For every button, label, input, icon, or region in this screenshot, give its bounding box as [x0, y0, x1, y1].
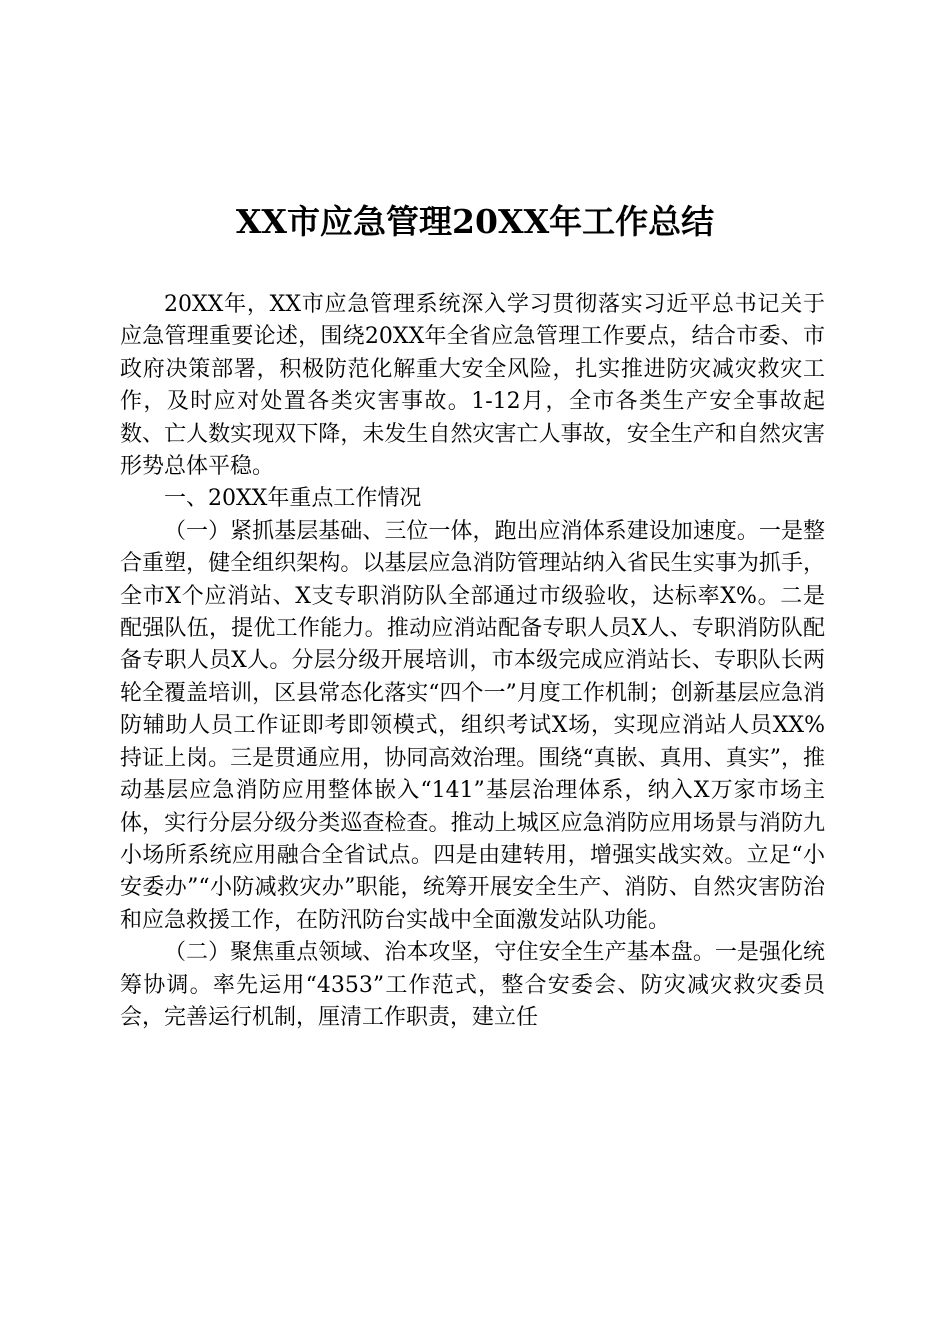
intro-paragraph: 20XX年，XX市应急管理系统深入学习贯彻落实习近平总书记关于应急管理重要论述，围绕20XX年全省应急管理工作要点，结合市委、市政府决策部署，积极防范化解重大安全风险，扎实推进防灾减灾救灾工作，及时应对处置各类灾害事故。1-12月，全市各类生产安全事故起数、亡人数实现双下降，未发生自然灾害亡人事故，安全生产和自然灾害形势总体平稳。 — [120, 292, 825, 480]
body-paragraph: （一）紧抓基层基础、三位一体，跑出应消体系建设加速度。一是整合重塑，健全组织架构。以基层应急消防管理站纳入省民生实事为抓手，全市X个应消站、X支专职消防队全部通过市级验收，达标率X%。二是配强队伍，提优工作能力。推动应消站配备专职人员X人、专职消防队配备专职人员X人。分层分级开展培训，市本级完成应消站长、专职队长两轮全覆盖培训，区县常态化落实“四个一”月度工作机制；创新基层应急消防辅助人员工作证即考即领模式，组织考试X场，实现应消站人员XX%持证上岗。三是贯通应用，协同高效治理。围绕“真嵌、真用、真实”，推动基层应急消防应用整体嵌入“141”基层治理体系，纳入X万家市场主体，实行分层分级分类巡查检查。推动上城区应急消防应用场景与消防九小场所系统应用融合全省试点。四是由建转用，增强实战实效。立足“小安委办”“小防减救灾办”职能，统筹开展安全生产、消防、自然灾害防治和应急救援工作，在防汛防台实战中全面激发站队功能。 — [120, 518, 825, 933]
document-title: XX市应急管理20XX年工作总结 — [235, 202, 715, 241]
body-paragraph: （二）聚焦重点领域、治本攻坚，守住安全生产基本盘。一是强化统筹协调。率先运用“4353”工作范式，整合安委会、防灾减灾救灾委员会，完善运行机制，厘清工作职责，建立任 — [120, 940, 825, 1030]
section-heading: 一、20XX年重点工作情况 — [164, 486, 422, 512]
document-body — [120, 289, 825, 1034]
